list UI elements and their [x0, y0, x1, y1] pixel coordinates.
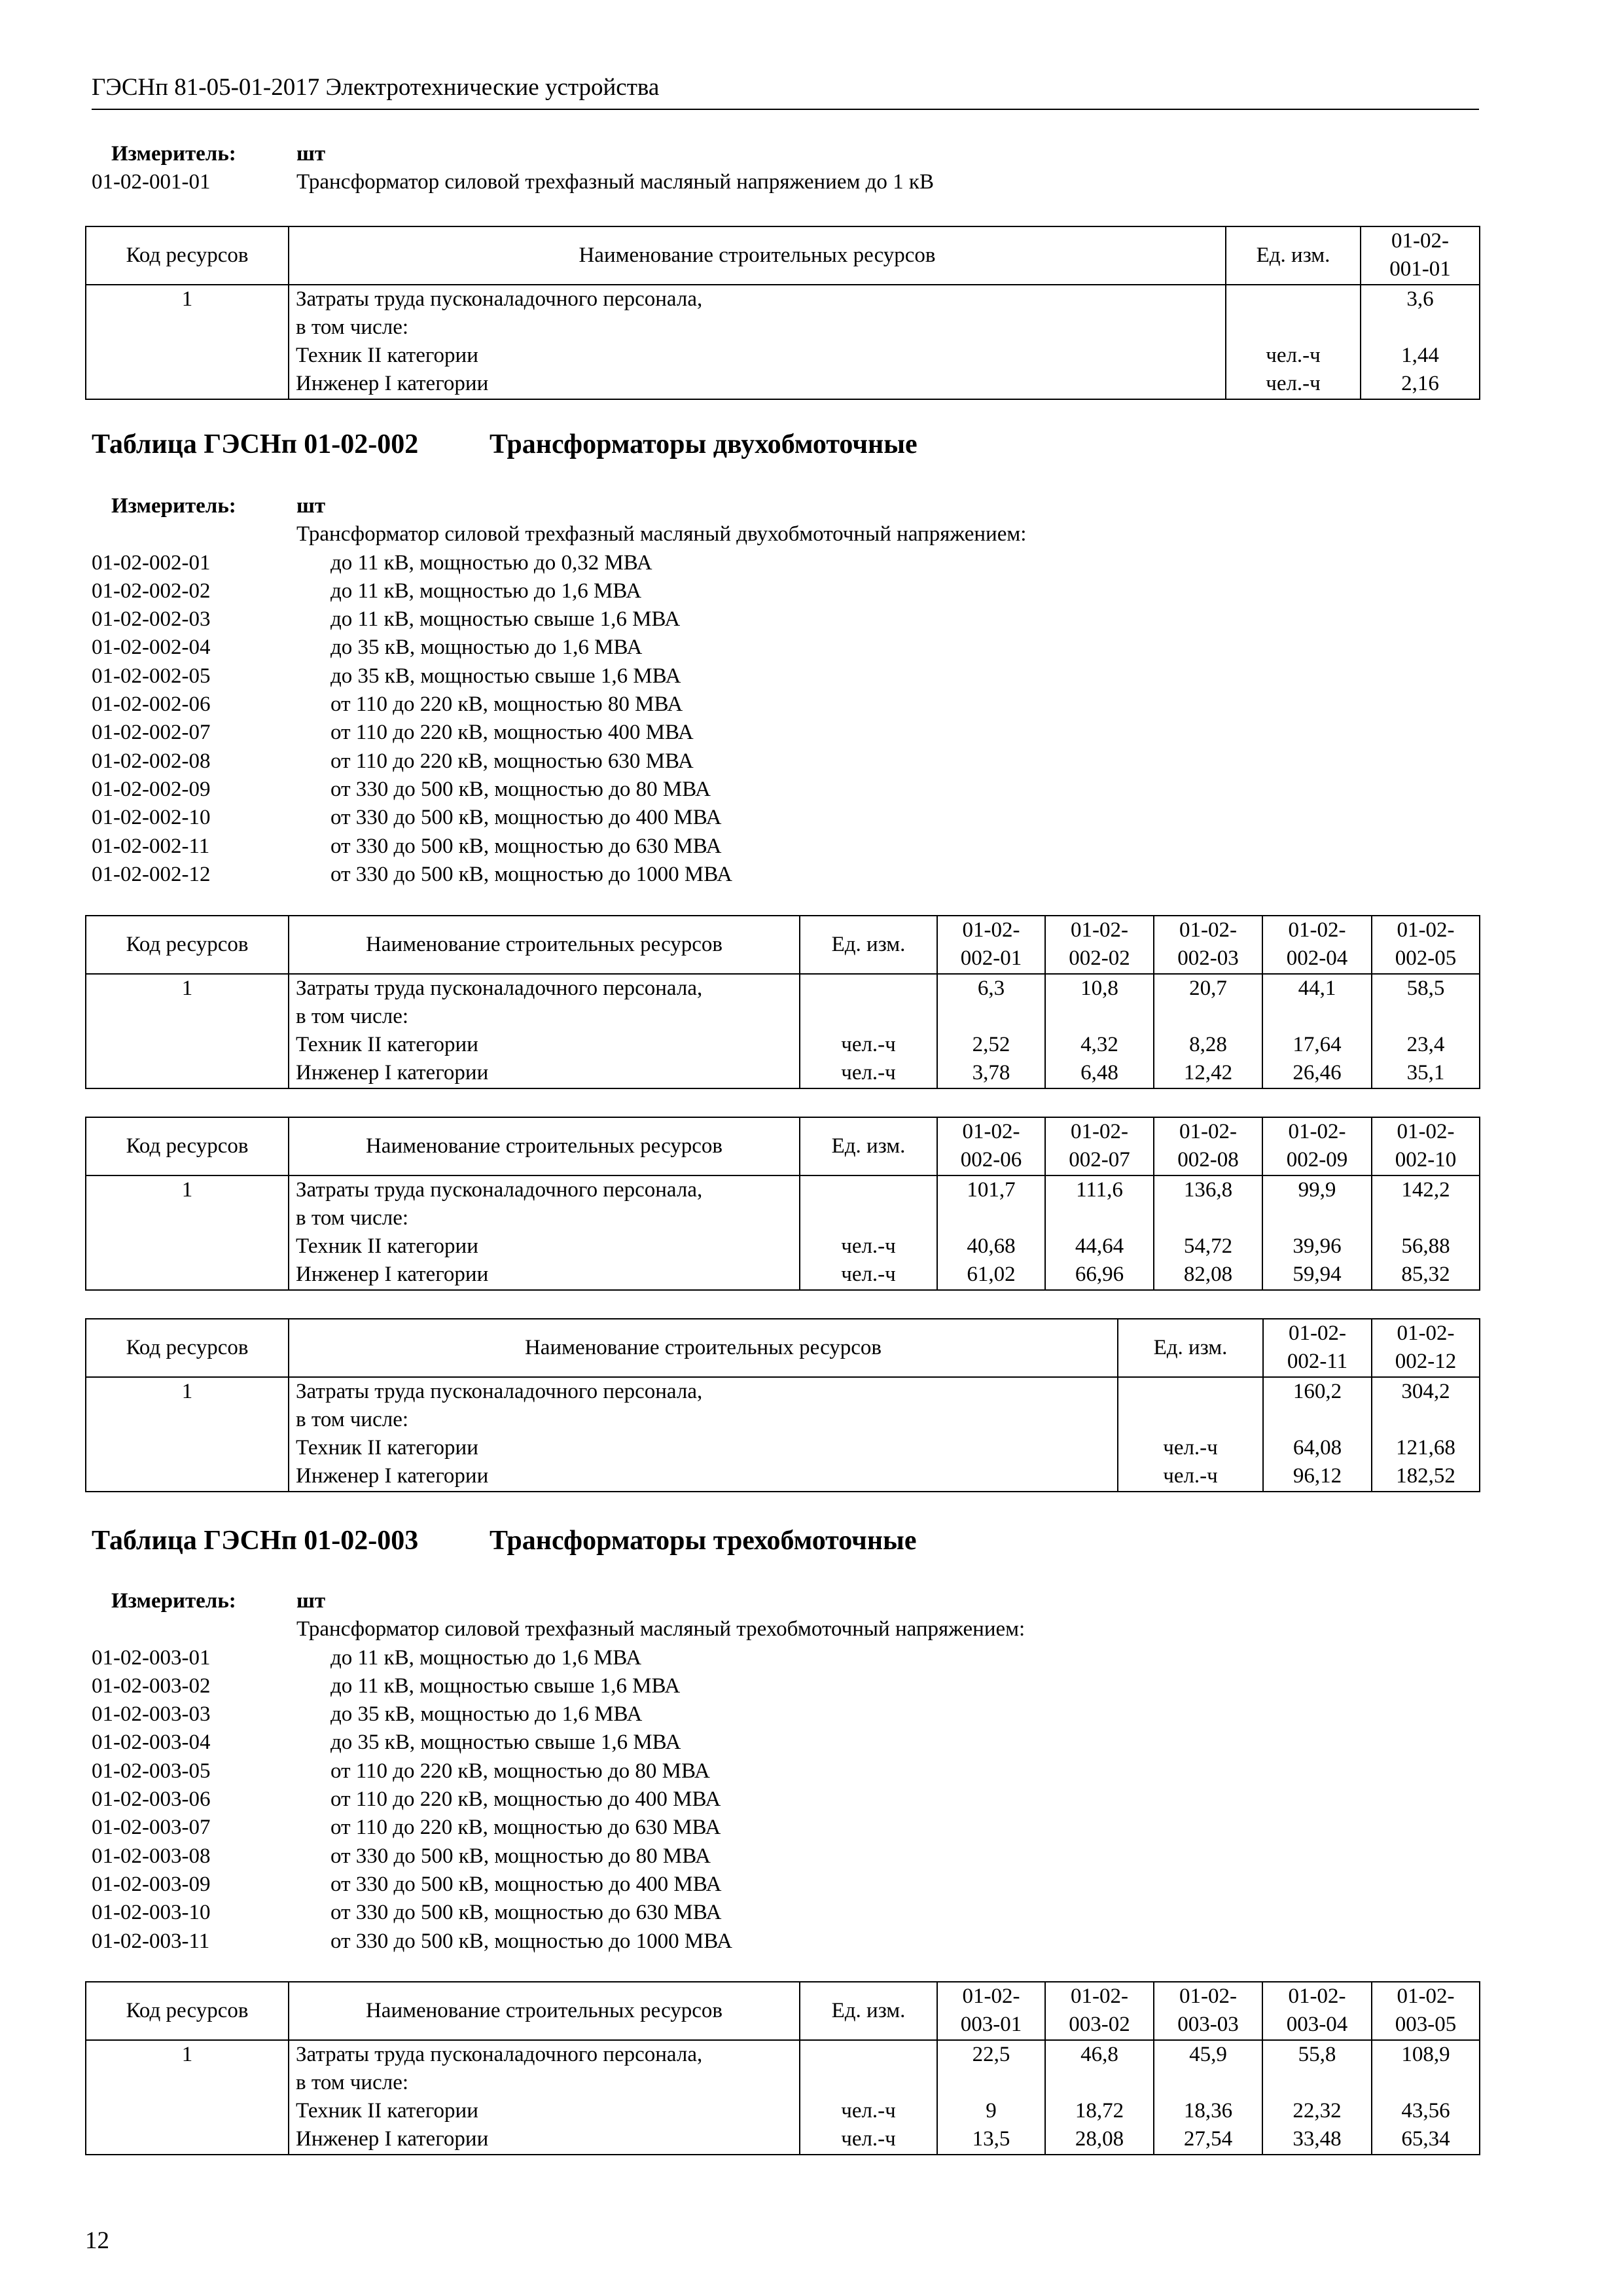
- resource-table-002-3: [85, 1318, 1480, 1492]
- resource-unit: чел.-ч чел.-ч: [1118, 1377, 1263, 1492]
- list-item: 01-02-002-05 до 35 кВ, мощностью свыше 1,6 МВА: [92, 664, 681, 688]
- table-row: [86, 1377, 1480, 1492]
- norm-values: 45,9 18,36 27,54: [1154, 2040, 1262, 2155]
- table-heading-002: [92, 429, 918, 460]
- measure-block-001: [92, 140, 1479, 197]
- resource-code: 1: [86, 974, 289, 1088]
- list-item: 01-02-002-11 от 330 до 500 кВ, мощностью до 630 МВА: [92, 834, 722, 858]
- header-norm: 01-02- 002-01: [937, 916, 1045, 974]
- norm-values: 46,8 18,72 28,08: [1045, 2040, 1154, 2155]
- header-name: Наименование строительных ресурсов: [289, 916, 800, 974]
- table-header-row: [86, 916, 1480, 974]
- list-item: 01-02-002-09 от 330 до 500 кВ, мощностью до 80 МВА: [92, 777, 711, 801]
- resource-table-001: [85, 226, 1480, 400]
- list-item: 01-02-003-10 от 330 до 500 кВ, мощностью до 630 МВА: [92, 1901, 722, 1925]
- intro-text: Трансформатор силовой трехфазный масляный двухобмоточный напряжением:: [296, 522, 1027, 547]
- header-norm: 01-02- 002-11: [1263, 1319, 1372, 1377]
- header-unit: Ед. изм.: [800, 1117, 937, 1175]
- list-item: 01-02-003-01 до 11 кВ, мощностью до 1,6 МВА: [92, 1645, 642, 1670]
- norm-values: 20,7 8,28 12,42: [1154, 974, 1262, 1088]
- header-unit: Ед. изм.: [800, 916, 937, 974]
- measure-block-002: [92, 492, 1479, 889]
- header-norm: 01-02- 003-04: [1262, 1982, 1372, 2040]
- resource-unit: чел.-ч чел.-ч: [800, 2040, 937, 2155]
- header-norm: 01-02- 002-07: [1045, 1117, 1154, 1175]
- norm-values: 142,2 56,88 85,32: [1372, 1175, 1480, 1290]
- page-number: 12: [85, 2227, 109, 2254]
- resource-name: Затраты труда пусконаладочного персонала, в том числе: Техник II категории Инженер I категории: [289, 974, 800, 1088]
- header-code: Код ресурсов: [86, 226, 289, 285]
- list-item: 01-02-003-05 от 110 до 220 кВ, мощностью до 80 МВА: [92, 1759, 710, 1783]
- header-norm: 01-02- 003-05: [1372, 1982, 1480, 2040]
- table-id: Таблица ГЭСНп 01-02-002: [92, 429, 419, 459]
- measure-unit: шт: [296, 494, 326, 518]
- norm-values: 111,6 44,64 66,96: [1045, 1175, 1154, 1290]
- resource-name: Затраты труда пусконаладочного персонала, в том числе: Техник II категории Инженер I категории: [289, 1175, 800, 1290]
- table-row: [86, 1175, 1480, 1290]
- measure-block-003: [92, 1587, 1479, 1956]
- header-name: Наименование строительных ресурсов: [289, 1117, 800, 1175]
- resource-unit: чел.-ч чел.-ч: [800, 974, 937, 1088]
- header-code: Код ресурсов: [86, 1319, 289, 1377]
- norm-values: 3,6 1,44 2,16: [1361, 285, 1480, 399]
- header-name: Наименование строительных ресурсов: [289, 1319, 1118, 1377]
- norm-values: 99,9 39,96 59,94: [1262, 1175, 1372, 1290]
- norm-values: 10,8 4,32 6,48: [1045, 974, 1154, 1088]
- norm-values: 101,7 40,68 61,02: [937, 1175, 1045, 1290]
- resource-table-003-1: [85, 1981, 1480, 2155]
- table-header-row: [86, 1117, 1480, 1175]
- header-norm: 01-02- 003-03: [1154, 1982, 1262, 2040]
- header-norm: 01-02- 002-06: [937, 1117, 1045, 1175]
- list-item: 01-02-002-06 от 110 до 220 кВ, мощностью 80 МВА: [92, 692, 683, 717]
- norm-values: 44,1 17,64 26,46: [1262, 974, 1372, 1088]
- resource-name: Затраты труда пусконаладочного персонала, в том числе: Техник II категории Инженер I категории: [289, 285, 1226, 399]
- norm-values: 55,8 22,32 33,48: [1262, 2040, 1372, 2155]
- header-norm: 01-02- 003-01: [937, 1982, 1045, 2040]
- table-row: [86, 285, 1480, 399]
- list-item: 01-02-002-02 до 11 кВ, мощностью до 1,6 МВА: [92, 579, 642, 603]
- item-code: 01-02-001-01: [92, 170, 211, 194]
- header-norm: 01-02- 002-02: [1045, 916, 1154, 974]
- measure-label: Измеритель:: [111, 494, 236, 518]
- list-item: 01-02-003-04 до 35 кВ, мощностью свыше 1,6 МВА: [92, 1731, 681, 1755]
- table-header-row: [86, 1319, 1480, 1377]
- header-norm: 01-02- 002-10: [1372, 1117, 1480, 1175]
- norm-values: 108,9 43,56 65,34: [1372, 2040, 1480, 2155]
- resource-name: Затраты труда пусконаладочного персонала, в том числе: Техник II категории Инженер I категории: [289, 2040, 800, 2155]
- header-norm: 01-02- 002-05: [1372, 916, 1480, 974]
- list-item: 01-02-002-08 от 110 до 220 кВ, мощностью 630 МВА: [92, 749, 694, 773]
- measure-unit: шт: [296, 142, 326, 166]
- measure-label: Измеритель:: [111, 142, 236, 166]
- header-code: Код ресурсов: [86, 916, 289, 974]
- norm-values: 22,5 9 13,5: [937, 2040, 1045, 2155]
- list-item: 01-02-002-10 от 330 до 500 кВ, мощностью до 400 МВА: [92, 806, 722, 830]
- list-item: 01-02-002-01 до 11 кВ, мощностью до 0,32 МВА: [92, 550, 652, 575]
- list-item: 01-02-003-07 от 110 до 220 кВ, мощностью до 630 МВА: [92, 1816, 721, 1840]
- header-code: Код ресурсов: [86, 1982, 289, 2040]
- header-norm: 01-02- 002-03: [1154, 916, 1262, 974]
- norm-values: 136,8 54,72 82,08: [1154, 1175, 1262, 1290]
- list-item: 01-02-002-07 от 110 до 220 кВ, мощностью 400 МВА: [92, 721, 694, 745]
- table-id: Таблица ГЭСНп 01-02-003: [92, 1526, 419, 1556]
- header-name: Наименование строительных ресурсов: [289, 226, 1226, 285]
- list-item: 01-02-002-04 до 35 кВ, мощностью до 1,6 МВА: [92, 636, 643, 660]
- header-norm: 01-02- 002-12: [1372, 1319, 1480, 1377]
- resource-unit: чел.-ч чел.-ч: [800, 1175, 937, 1290]
- resource-code: 1: [86, 1377, 289, 1492]
- list-item: 01-02-003-09 от 330 до 500 кВ, мощностью до 400 МВА: [92, 1872, 722, 1896]
- table-header-row: [86, 226, 1480, 285]
- resource-name: Затраты труда пусконаладочного персонала, в том числе: Техник II категории Инженер I категории: [289, 1377, 1118, 1492]
- intro-text: Трансформатор силовой трехфазный масляный трехобмоточный напряжением:: [296, 1617, 1026, 1641]
- list-item: 01-02-003-11 от 330 до 500 кВ, мощностью до 1000 МВА: [92, 1929, 733, 1953]
- header-norm: 01-02- 001-01: [1361, 226, 1480, 285]
- table-row: [86, 2040, 1480, 2155]
- list-item: 01-02-003-02 до 11 кВ, мощностью свыше 1,6 МВА: [92, 1674, 681, 1698]
- header-norm: 01-02- 003-02: [1045, 1982, 1154, 2040]
- table-row: [86, 974, 1480, 1088]
- norm-values: 160,2 64,08 96,12: [1263, 1377, 1372, 1492]
- running-head: ГЭСНп 81-05-01-2017 Электротехнические устройства: [92, 74, 660, 101]
- header-unit: Ед. изм.: [800, 1982, 937, 2040]
- header-unit: Ед. изм.: [1118, 1319, 1263, 1377]
- header-name: Наименование строительных ресурсов: [289, 1982, 800, 2040]
- header-rule: [92, 109, 1479, 110]
- table-header-row: [86, 1982, 1480, 2040]
- header-norm: 01-02- 002-09: [1262, 1117, 1372, 1175]
- table-title: Трансформаторы трехобмоточные: [490, 1526, 917, 1556]
- norm-values: 304,2 121,68 182,52: [1372, 1377, 1480, 1492]
- table-title: Трансформаторы двухобмоточные: [490, 429, 918, 459]
- resource-table-002-2: [85, 1117, 1480, 1291]
- item-desc: Трансформатор силовой трехфазный масляный напряжением до 1 кВ: [296, 170, 934, 194]
- resource-code: 1: [86, 285, 289, 399]
- header-norm: 01-02- 002-04: [1262, 916, 1372, 974]
- norm-values: 58,5 23,4 35,1: [1372, 974, 1480, 1088]
- list-item: 01-02-002-03 до 11 кВ, мощностью свыше 1,6 МВА: [92, 607, 681, 632]
- norm-values: 6,3 2,52 3,78: [937, 974, 1045, 1088]
- list-item: 01-02-003-03 до 35 кВ, мощностью до 1,6 МВА: [92, 1702, 643, 1727]
- header-norm: 01-02- 002-08: [1154, 1117, 1262, 1175]
- measure-label: Измеритель:: [111, 1589, 236, 1613]
- list-item: 01-02-003-06 от 110 до 220 кВ, мощностью до 400 МВА: [92, 1787, 721, 1812]
- resource-code: 1: [86, 1175, 289, 1290]
- table-heading-003: [92, 1525, 917, 1556]
- resource-unit: чел.-ч чел.-ч: [1226, 285, 1361, 399]
- list-item: 01-02-002-12 от 330 до 500 кВ, мощностью до 1000 МВА: [92, 862, 733, 886]
- resource-code: 1: [86, 2040, 289, 2155]
- resource-table-002-1: [85, 915, 1480, 1089]
- list-item: 01-02-003-08 от 330 до 500 кВ, мощностью до 80 МВА: [92, 1844, 711, 1868]
- header-code: Код ресурсов: [86, 1117, 289, 1175]
- header-unit: Ед. изм.: [1226, 226, 1361, 285]
- measure-unit: шт: [296, 1589, 326, 1613]
